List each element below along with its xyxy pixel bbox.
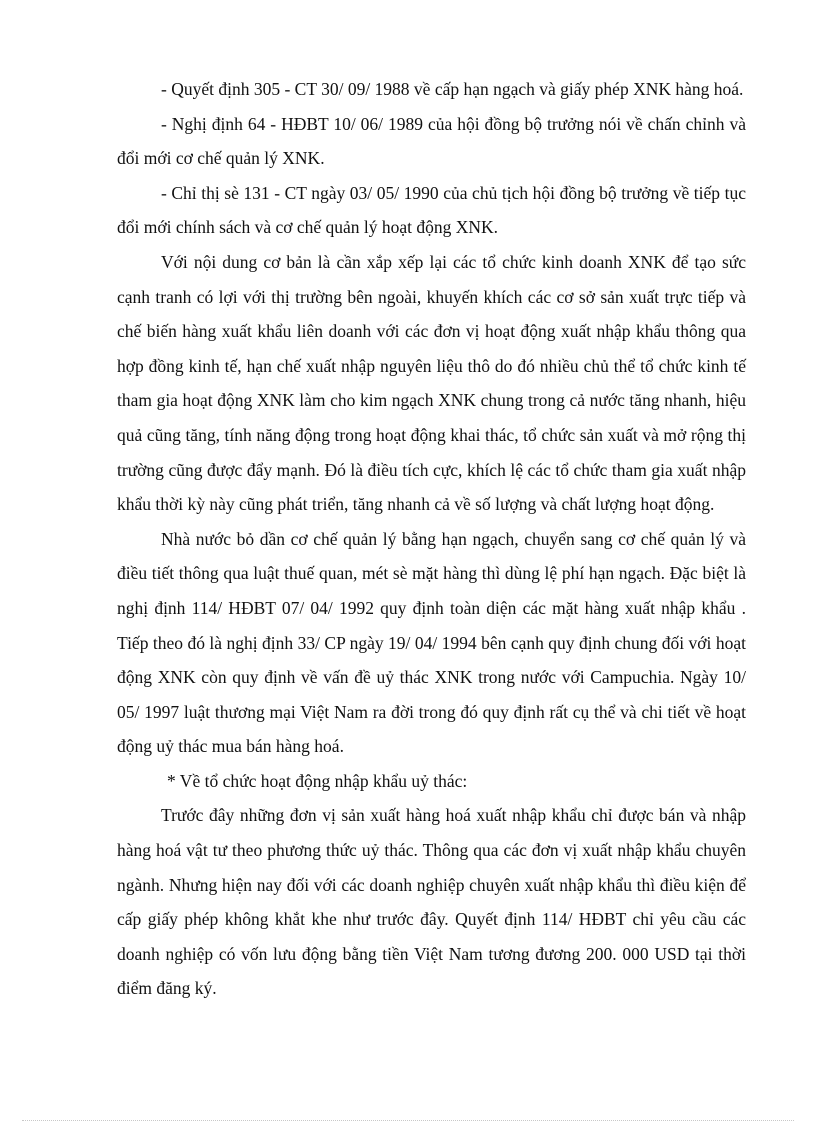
paragraph-decree-64: - Nghị định 64 - HĐBT 10/ 06/ 1989 của hội đồng bộ trưởng nói về chấn chỉnh và đổi mới cơ chế quản lý XNK. (117, 113, 746, 169)
paragraph-directive-131: - Chỉ thị sè 131 - CT ngày 03/ 05/ 1990 của chủ tịch hội đồng bộ trưởng về tiếp tục đổi mới chính sách và cơ chế quản lý hoạt động XNK. (117, 182, 746, 238)
paragraph-decision-305: - Quyết định 305 - CT 30/ 09/ 1988 về cấp hạn ngạch và giấy phép XNK hàng hoá. (161, 79, 744, 99)
paragraph-quota-policy: Nhà nước bỏ dần cơ chế quản lý bằng hạn ngạch, chuyển sang cơ chế quản lý và điều tiết thông qua luật thuế quan, mét sè mặt hàng thì dùng lệ phí hạn ngạch. Đặc biệt là nghị định 114/ HĐBT 07/ 04/ 1992 quy định toàn diện các mặt hàng xuất nhập khẩu . Tiếp theo đó là nghị định 33/ CP ngày 19/ 04/ 1994 bên cạnh quy định chung đối với hoạt động XNK còn quy định về vấn đề uỷ thác XNK trong nước với Campuchia. Ngày 10/ 05/ 1997 luật thương mại Việt Nam ra đời trong đó quy định rất cụ thể và chi tiết về hoạt động uỷ thác mua bán hàng hoá. (117, 528, 746, 757)
section-heading-entrusted-import: * Về tổ chức hoạt động nhập khẩu uỷ thác: (167, 770, 468, 791)
document-body (117, 72, 746, 1006)
footer-divider (22, 1120, 794, 1121)
paragraph-content-summary: Với nội dung cơ bản là cần xắp xếp lại các tổ chức kinh doanh XNK để tạo sức cạnh tranh có lợi với thị trường bên ngoài, khuyến khích các cơ sở sản xuất trực tiếp và chế biến hàng xuất khẩu liên doanh với các đơn vị hoạt động xuất nhập khẩu thông qua hợp đồng kinh tế, hạn chế xuất nhập nguyên liệu thô do đó nhiều chủ thể tổ chức kinh tế tham gia hoạt động XNK làm cho kim ngạch XNK chung trong cả nước tăng nhanh, hiệu quả cũng tăng, tính năng động trong hoạt động khai thác, tổ chức sản xuất và mở rộng thị trường cũng được đẩy mạnh. Đó là điều tích cực, khích lệ các tổ chức tham gia xuất nhập khẩu thời kỳ này cũng phát triển, tăng nhanh cả về số lượng và chất lượng hoạt động. (117, 251, 746, 515)
paragraph-entrusted-import: Trước đây những đơn vị sản xuất hàng hoá xuất nhập khẩu chỉ được bán và nhập hàng hoá vật tư theo phương thức uỷ thác. Thông qua các đơn vị xuất nhập khẩu chuyên ngành. Nhưng hiện nay đối với các doanh nghiệp chuyên xuất nhập khẩu thì điều kiện để cấp giấy phép không khắt khe như trước đây. Quyết định 114/ HĐBT chỉ yêu cầu các doanh nghiệp có vốn lưu động bằng tiền Việt Nam tương đương 200. 000 USD tại thời điểm đăng ký. (117, 805, 746, 999)
